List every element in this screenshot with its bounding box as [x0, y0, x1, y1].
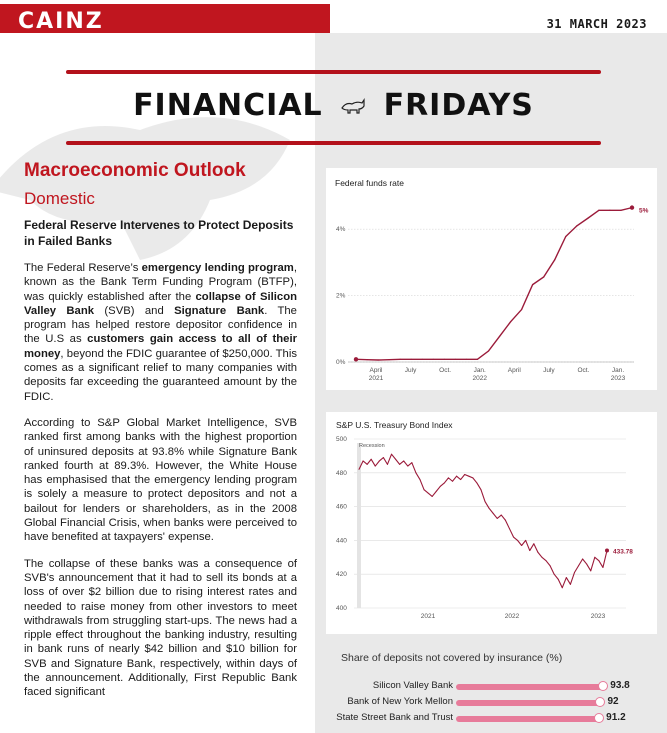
data-point [468, 476, 469, 477]
data-point [452, 481, 453, 482]
y-tick-label: 460 [336, 503, 347, 511]
x-tick-label: Oct. [439, 367, 452, 374]
body-text: , beyond the FDIC guarantee of $250,000. This comes as a significant relief to many companies with deposits far exceeding the guaranteed amount by the FDIC. [24, 347, 297, 403]
data-point [529, 550, 530, 551]
x-tick-label: 2022 [504, 613, 520, 620]
x-tick-year: 2022 [472, 375, 487, 382]
x-tick-year: 2021 [368, 375, 384, 382]
y-tick-label: 2% [336, 292, 346, 300]
body-text: The collapse of these banks was a consequence of SVB's announcement that it had to sell its bonds at a loss of over $2 billion due to rising interest rates and needed to raise money from other investors to meet withdrawals from struggling start-ups. The news had a ripple effect throughout the banking industry, resulting in bank runs of nearly $42 billion and $10 billion for SVB and Signature Bank, respectively, within days of the announcement. Additionally, First Republic Bank faced significant [24, 557, 297, 699]
article-paragraph-2 [24, 416, 297, 545]
data-point [419, 479, 420, 480]
data-point [367, 464, 368, 465]
data-point [456, 476, 457, 477]
y-tick-label: 420 [336, 571, 347, 579]
end-marker [605, 549, 609, 553]
article-headline: Federal Reserve Intervenes to Protect Deposits in Failed Banks [24, 218, 294, 248]
start-marker [354, 357, 358, 361]
chart-title: Federal funds rate [335, 178, 404, 188]
series-line [359, 454, 607, 588]
x-tick-label: Jan. [473, 367, 486, 374]
end-marker [630, 205, 634, 209]
y-tick-label: 400 [336, 605, 347, 612]
bar-category-label: State Street Bank and Trust [336, 712, 453, 723]
data-point [477, 359, 478, 360]
data-point [391, 454, 392, 455]
article-column [24, 160, 297, 700]
body-text: (SVB) and [94, 304, 175, 317]
data-point [517, 540, 518, 541]
data-point [422, 359, 423, 360]
recession-label: Recession [359, 443, 385, 449]
treasury-chart [326, 412, 657, 634]
deposits-chart-title: Share of deposits not covered by insurance (%) [341, 652, 563, 664]
data-point [566, 577, 567, 578]
data-point [570, 584, 571, 585]
y-tick-label: 440 [336, 537, 347, 545]
data-point [554, 259, 555, 260]
data-point [448, 477, 449, 478]
data-point [377, 359, 378, 360]
body-text: The Federal Reserve’s [24, 262, 142, 274]
x-tick-label: April [507, 367, 521, 374]
data-point [363, 460, 364, 461]
data-point [464, 474, 465, 475]
subsection-title: Domestic [24, 189, 95, 208]
data-point [480, 489, 481, 490]
data-point [620, 210, 621, 211]
data-point [501, 515, 502, 516]
data-point [407, 466, 408, 467]
masthead-right: FRIDAYS [383, 88, 534, 123]
data-point [565, 236, 566, 237]
bar-end-dot [595, 697, 605, 707]
bar-row [330, 680, 660, 694]
brand-bar [0, 4, 330, 33]
x-tick-label: 2021 [420, 613, 436, 620]
body-text: , known as the Bank Term Funding Program (BTFP), was quickly established after the [24, 262, 297, 303]
data-point [432, 496, 433, 497]
data-point [424, 489, 425, 490]
x-tick-label: Jan. [611, 367, 625, 374]
data-point [509, 528, 510, 529]
masthead-title [66, 88, 601, 123]
y-tick-label: 480 [336, 469, 347, 477]
bar-category-label: Silicon Valley Bank [372, 680, 453, 691]
data-point [598, 560, 599, 561]
data-point [472, 477, 473, 478]
data-point [505, 520, 506, 521]
data-point [466, 359, 467, 360]
bar-value-label: 93.8 [610, 680, 630, 691]
body-text: According to S&P Global Market Intelligence, SVB ranked first among banks with the highest proportion of uninsured deposits at 93.8% while Signature Bank ranked fourth at 89.3%. However, the White House has emphasised that the emergency lending program is solely a measure to protect depositors and not a bailout for lenders or shareholders, as in the 2008 Global Financial Crisis, when banks were perceived to have benefited at taxpayers' expense. [24, 416, 297, 544]
data-point [554, 574, 555, 575]
data-point [371, 459, 372, 460]
data-point [387, 464, 388, 465]
data-point [359, 469, 360, 470]
data-point [411, 359, 412, 360]
data-point [415, 472, 416, 473]
data-point [578, 565, 579, 566]
treasury-chart-card [326, 412, 657, 634]
bar-end-dot [598, 681, 608, 691]
masthead-top-rule [66, 70, 601, 74]
x-tick-label: April [369, 367, 383, 374]
data-point [602, 567, 603, 568]
y-tick-label: 4% [336, 226, 346, 234]
bar-value-label: 92 [607, 696, 619, 707]
data-point [489, 508, 490, 509]
data-point [586, 564, 587, 565]
data-point [537, 552, 538, 553]
data-point [532, 284, 533, 285]
data-point [399, 464, 400, 465]
data-point [485, 501, 486, 502]
y-tick-label: 0% [336, 359, 346, 366]
fed-funds-chart-card [326, 168, 657, 390]
emphasis-text: Signature Bank [174, 304, 265, 317]
data-point [379, 460, 380, 461]
company-logo: CAINZ [18, 9, 104, 34]
data-point [543, 276, 544, 277]
chart-title: S&P U.S. Treasury Bond Index [336, 420, 453, 430]
body-text: . The program has helped restore depositor confidence in the U.S as [24, 304, 297, 346]
data-point [558, 579, 559, 580]
masthead-left: FINANCIAL [133, 88, 323, 123]
bar [456, 700, 600, 706]
data-point [541, 557, 542, 558]
fed-funds-chart [326, 168, 657, 390]
bar-row [330, 696, 660, 710]
data-point [550, 565, 551, 566]
data-point [488, 350, 489, 351]
data-point [411, 462, 412, 463]
data-point [444, 482, 445, 483]
data-point [428, 493, 429, 494]
data-point [513, 537, 514, 538]
data-point [587, 218, 588, 219]
x-tick-label: July [404, 367, 417, 374]
x-tick-label: July [543, 367, 555, 374]
data-point [499, 336, 500, 337]
data-point [476, 482, 477, 483]
data-point [590, 570, 591, 571]
data-point [400, 359, 401, 360]
data-point [433, 359, 434, 360]
bar [456, 684, 603, 690]
data-point [576, 225, 577, 226]
data-point [395, 459, 396, 460]
data-point [366, 359, 367, 360]
bull-icon [340, 97, 366, 117]
data-point [533, 543, 534, 544]
bar-row [330, 712, 660, 726]
y-tick-label: 500 [336, 436, 347, 443]
x-tick-year: 2023 [610, 375, 626, 382]
data-point [574, 572, 575, 573]
data-point [510, 321, 511, 322]
data-point [383, 457, 384, 458]
x-tick-label: Oct. [577, 367, 590, 374]
data-point [440, 486, 441, 487]
series-line [356, 208, 632, 360]
data-point [444, 359, 445, 360]
data-point [403, 460, 404, 461]
emphasis-text: collapse of Silicon Valley Bank [24, 290, 297, 317]
x-tick-label: 2023 [590, 613, 606, 620]
masthead-bottom-rule [66, 141, 601, 145]
data-point [389, 359, 390, 360]
bar-end-dot [594, 713, 604, 723]
data-point [525, 540, 526, 541]
data-point [493, 513, 494, 514]
end-value-label: 433.78 [613, 548, 633, 556]
data-point [521, 545, 522, 546]
data-point [455, 359, 456, 360]
issue-date: 31 MARCH 2023 [546, 17, 647, 31]
data-point [460, 479, 461, 480]
section-title: Macroeconomic Outlook [24, 160, 246, 181]
emphasis-text: customers gain access to all of their money [24, 333, 297, 360]
emphasis-text: emergency lending program [141, 262, 294, 274]
bar-value-label: 91.2 [606, 712, 626, 723]
data-point [521, 309, 522, 310]
bar-category-label: Bank of New York Mellon [347, 696, 453, 707]
data-point [436, 491, 437, 492]
data-point [497, 518, 498, 519]
data-point [598, 210, 599, 211]
bar [456, 716, 599, 722]
data-point [546, 560, 547, 561]
data-point [594, 557, 595, 558]
article-paragraph-1 [24, 261, 297, 404]
article-paragraph-3 [24, 557, 297, 700]
data-point [562, 587, 563, 588]
data-point [582, 558, 583, 559]
end-value-label: 5% [639, 207, 649, 215]
data-point [609, 210, 610, 211]
data-point [375, 466, 376, 467]
